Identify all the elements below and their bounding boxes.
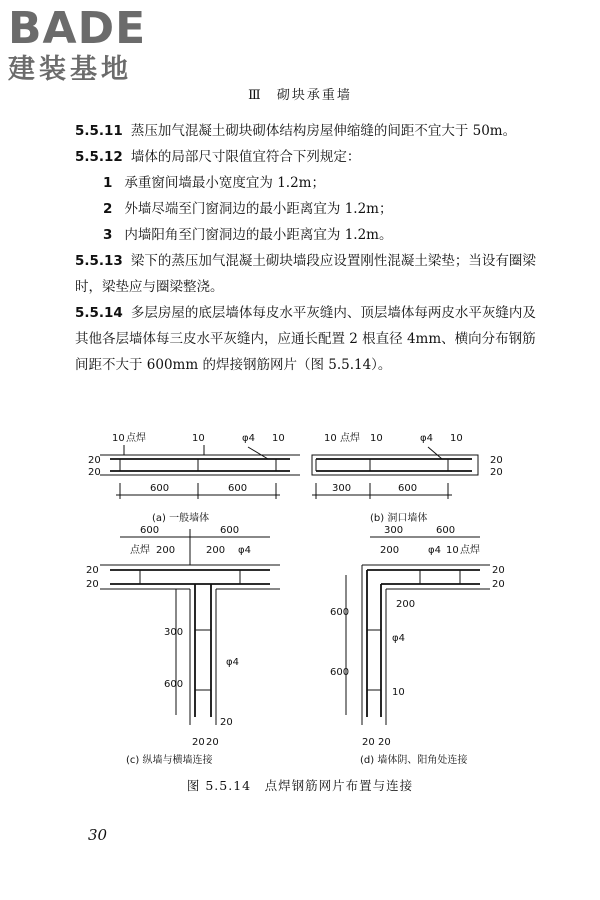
label-dim: 20: [192, 737, 205, 748]
label-dim: 20: [206, 737, 219, 748]
label-dim: 10: [392, 687, 405, 698]
label-dim: 20: [362, 737, 375, 748]
clause-number: 5.5.14: [75, 305, 123, 321]
clause-number: 5.5.11: [75, 123, 123, 139]
diagram-a-general-wall: [100, 445, 300, 499]
clause-body: [75, 118, 537, 378]
section-numeral: Ⅲ: [248, 88, 263, 103]
clause-5-5-13: [75, 248, 537, 300]
label-dim: 600: [150, 483, 170, 494]
label-dim: 200: [206, 545, 226, 556]
diagram-c-t-junction: [100, 529, 280, 725]
label-dim: 20: [88, 467, 101, 478]
label-weld: 点焊: [340, 433, 360, 444]
item-number: 2: [103, 201, 113, 217]
clause-text: 多层房屋的底层墙体每皮水平灰缝内、顶层墙体每两皮水平灰缝内及其他各层墙体每三皮水平灰缝内，应通长配置 2 根直径 4mm、横向分布钢筋间距不大于 600mm 的焊接钢筋网片（图 5.5.14）。: [75, 305, 536, 373]
label-dim: 20: [492, 579, 505, 590]
label-dim: 10: [192, 433, 205, 444]
label-phi4: φ4: [226, 657, 239, 668]
label-dim: 10: [272, 433, 285, 444]
list-item: [75, 196, 537, 222]
list-item: [75, 170, 537, 196]
label-phi4: φ4: [428, 545, 441, 556]
label-dim: 600: [436, 525, 456, 536]
label-dim: 600: [228, 483, 248, 494]
section-heading: [0, 84, 600, 103]
label-dim: 600: [330, 667, 350, 678]
item-number: 1: [103, 175, 113, 191]
label-dim: 300: [384, 525, 404, 536]
label-dim: 300: [164, 627, 184, 638]
label-weld: 点焊: [126, 433, 146, 444]
clause-number: 5.5.13: [75, 253, 123, 269]
label-weld: 点焊: [460, 545, 480, 556]
item-text: 内墙阳角至门窗洞边的最小距离宜为 1.2m。: [124, 227, 393, 243]
label-dim: 20: [490, 467, 503, 478]
label-phi4: φ4: [238, 545, 251, 556]
label-dim: 200: [156, 545, 176, 556]
subcaption-d: (d) 墙体阴、阳角处连接: [360, 755, 468, 766]
label-dim: 20: [88, 455, 101, 466]
clause-5-5-11: [75, 118, 537, 144]
label-dim: 20: [490, 455, 503, 466]
label-dim: 10: [370, 433, 383, 444]
mesh-figure: [80, 425, 520, 770]
label-dim: 20: [220, 717, 233, 728]
label-weld: 点焊: [130, 545, 150, 556]
list-item: [75, 222, 537, 248]
item-text: 外墙尽端至门窗洞边的最小距离宜为 1.2m；: [124, 201, 393, 217]
logo-wordmark: BADE: [8, 3, 147, 54]
label-dim: 600: [140, 525, 160, 536]
logo-subtitle: 建装基地: [8, 54, 132, 85]
subcaption-a: (a) 一般墙体: [152, 513, 210, 524]
label-dim: 200: [396, 599, 416, 610]
label-dim: 200: [380, 545, 400, 556]
clause-5-5-14: [75, 300, 537, 378]
label-dim: 600: [398, 483, 418, 494]
figure-caption: 图 5.5.14 点焊钢筋网片布置与连接: [186, 778, 414, 793]
section-title: 砌块承重墙: [276, 88, 352, 103]
brand-logo: [8, 3, 178, 86]
label-dim: 10: [450, 433, 463, 444]
label-dim: 20: [492, 565, 505, 576]
clause-text: 梁下的蒸压加气混凝土砌块墙段应设置刚性混凝土梁垫；当设有圈梁时，梁垫应与圈梁整浇。: [75, 253, 536, 295]
clause-text: 墙体的局部尺寸限值宜符合下列规定：: [130, 149, 361, 165]
label-dim: 20: [86, 579, 99, 590]
label-dim: 600: [164, 679, 184, 690]
label-dim: 10: [112, 433, 125, 444]
diagram-d-corner: [346, 537, 490, 725]
clause-text: 蒸压加气混凝土砌块砌体结构房屋伸缩缝的间距不宜大于 50m。: [130, 123, 517, 139]
label-dim: 10: [324, 433, 337, 444]
subcaption-c: (c) 纵墙与横墙连接: [126, 755, 213, 766]
item-number: 3: [103, 227, 113, 243]
label-phi4: φ4: [420, 433, 433, 444]
label-dim: 20: [378, 737, 391, 748]
label-dim: 600: [220, 525, 240, 536]
clause-number: 5.5.12: [75, 149, 123, 165]
label-dim: 10: [446, 545, 459, 556]
label-phi4: φ4: [392, 633, 405, 644]
label-dim: 20: [86, 565, 99, 576]
page-number: 30: [88, 826, 108, 844]
item-text: 承重窗间墙最小宽度宜为 1.2m；: [124, 175, 325, 191]
label-dim: 300: [332, 483, 352, 494]
clause-5-5-12: [75, 144, 537, 170]
label-dim: 600: [330, 607, 350, 618]
subcaption-b: (b) 洞口墙体: [370, 513, 428, 524]
label-phi4: φ4: [242, 433, 255, 444]
